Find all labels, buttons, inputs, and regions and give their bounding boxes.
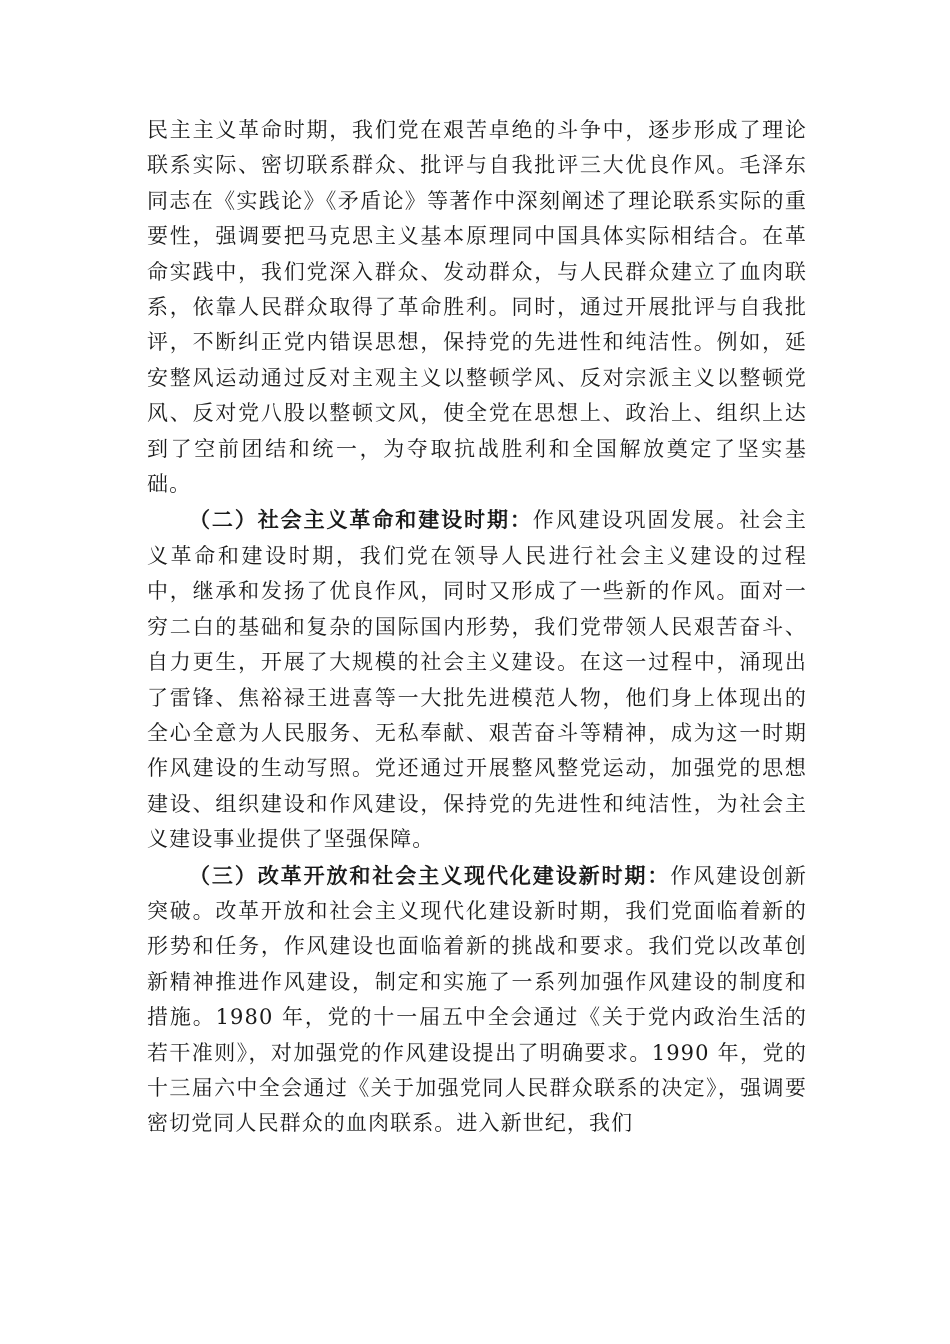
paragraph-1 <box>147 113 807 502</box>
document-page <box>147 113 807 1142</box>
paragraph-3-text: 作风建设创新突破。改革开放和社会主义现代化建设新时期，我们党面临着新的形势和任务，作风建设也面临着新的挑战和要求。我们党以改革创新精神推进作风建设，制定和实施了一系列加强作风建设的制度和措施。1980 年，党的十一届五中全会通过《关于党内政治生活的若干准则》，对加强党的作风建设提出了明确要求。1990 年，党的十三届六中全会通过《关于加强党同人民群众联系的决定》，强调要密切党同人民群众的血肉联系。进入新世纪，我们 <box>147 863 807 1136</box>
paragraph-3 <box>147 858 807 1142</box>
paragraph-2-text: 作风建设巩固发展。社会主义革命和建设时期，我们党在领导人民进行社会主义建设的过程中，继承和发扬了优良作风，同时又形成了一些新的作风。面对一穷二白的基础和复杂的国际国内形势，我们党带领人民艰苦奋斗、自力更生，开展了大规模的社会主义建设。在这一过程中，涌现出了雷锋、焦裕禄王进喜等一大批先进模范人物，他们身上体现出的全心全意为人民服务、无私奉献、艰苦奋斗等精神，成为这一时期作风建设的生动写照。党还通过开展整风整党运动，加强党的思想建设、组织建设和作风建设，保持党的先进性和纯洁性，为社会主义建设事业提供了坚强保障。 <box>147 508 808 852</box>
section-heading-2: （二）社会主义革命和建设时期： <box>189 507 533 533</box>
paragraph-2 <box>147 502 807 857</box>
section-heading-3: （三）改革开放和社会主义现代化建设新时期： <box>189 862 671 888</box>
paragraph-1-text: 民主主义革命时期，我们党在艰苦卓绝的斗争中，逐步形成了理论联系实际、密切联系群众、批评与自我批评三大优良作风。毛泽东同志在《实践论》《矛盾论》等著作中深刻阐述了理论联系实际的重要性，强调要把马克思主义基本原理同中国具体实际相结合。在革命实践中，我们党深入群众、发动群众，与人民群众建立了血肉联系，依靠人民群众取得了革命胜利。同时，通过开展批评与自我批评，不断纠正党内错误思想，保持党的先进性和纯洁性。例如，延安整风运动通过反对主观主义以整顿学风、反对宗派主义以整顿党风、反对党八股以整顿文风，使全党在思想上、政治上、组织上达到了空前团结和统一，为夺取抗战胜利和全国解放奠定了坚实基础。 <box>147 118 807 497</box>
